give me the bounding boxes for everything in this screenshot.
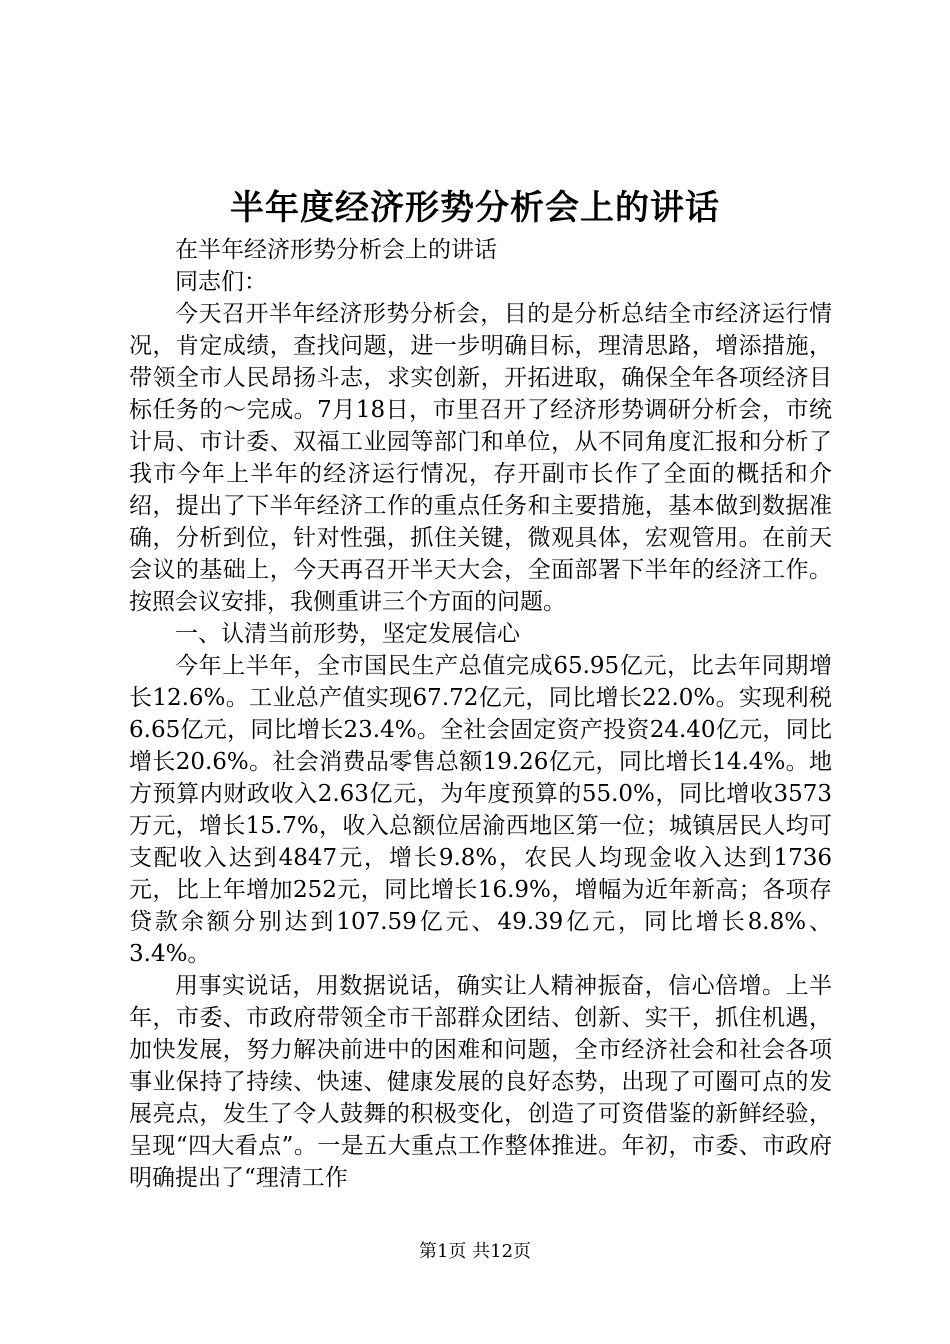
paragraph-statistics: 今年上半年，全市国民生产总值完成65.95亿元，比去年同期增长12.6%。工业总产值实现67.72亿元，同比增长22.0%。实现利税6.65亿元，同比增长23.4%。全社会固定资产投资24.40亿元，同比增长20.6%。社会消费品零售总额19.26亿元，同比增长14.4%。地方预算内财政收入2.63亿元，为年度预算的55.0%，同比增收3573万元，增长15.7%，收入总额位居渝西地区第一位；城镇居民人均可支配收入达到4847元，增长9.8%，农民人均现金收入达到1736元，比上年增加252元，同比增长16.9%，增幅为近年新高；各项存贷款余额分别达到107.59亿元、49.39亿元，同比增长8.8%、3.4%。 — [129, 653, 832, 967]
paragraph-intro: 今天召开半年经济形势分析会，目的是分析总结全市经济运行情况，肯定成绩，查找问题，进一步明确目标，理清思路，增添措施，带领全市人民昂扬斗志，求实创新，开拓进取，确保全年各项经济目标任务的～完成。7月18日，市里召开了经济形势调研分析会，市统计局、市计委、双福工业园等部门和单位，从不同角度汇报和分析了我市今年上半年的经济运行情况，存开副市长作了全面的概括和介绍，提出了下半年经济工作的重点任务和主要措施，基本做到数据准确，分析到位，针对性强，抓住关键，微观具体，宏观管用。在前天会议的基础上，今天再召开半天大会，全面部署下半年的经济工作。按照会议安排，我侧重讲三个方面的问题。 — [129, 301, 832, 615]
section-heading-1: 一、认清当前形势，坚定发展信心 — [175, 621, 520, 647]
paragraph-highlights: 用事实说话，用数据说话，确实让人精神振奋，信心倍增。上半年，市委、市政府带领全市干部群众团结、创新、实干，抓住机遇，加快发展，努力解决前进中的困难和问题，全市经济社会和社会各项事业保持了持续、快速、健康发展的良好态势，出现了可圈可点的发展亮点，发生了令人鼓舞的积极变化，创造了可资借鉴的新鲜经验，呈现“四大看点”。一是五大重点工作整体推进。年初，市委、市政府明确提出了“理清工作 — [129, 973, 832, 1191]
document-body — [129, 234, 832, 1194]
document-title: 半年度经济形势分析会上的讲话 — [230, 188, 720, 228]
paragraph-subtitle: 在半年经济形势分析会上的讲话 — [175, 237, 497, 263]
page-footer: 第1页 共12页 — [418, 1241, 532, 1262]
paragraph-salutation: 同志们： — [175, 269, 267, 295]
